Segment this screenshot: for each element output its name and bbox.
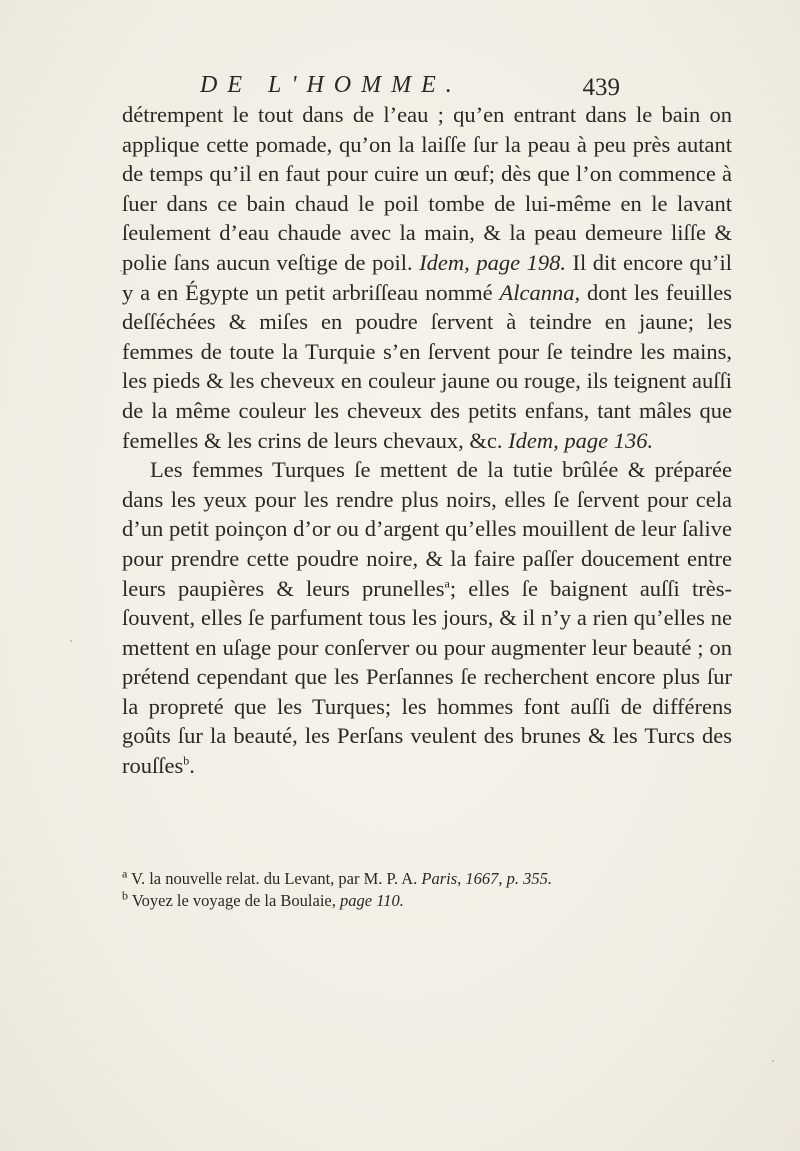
paragraph-2-text-b: ; elles ſe baignent auſſi très-ſouvent, elles ſe parfument tous les jours, & il n’y a rien qu’elles ne mettent en uſage pour conſerver ou pour augmenter leur beauté ; on prétend cependant que les Perſannes ſe recherchent encore plus ſur la propreté que les Turques; les hommes font auſſi de différens goûts ſur la beauté, les Perſans veulent des brunes & les Turcs des rouſſes (122, 575, 732, 779)
footnote-marker-a: a (444, 576, 450, 590)
footnote-a (122, 868, 762, 890)
footnote-b-mark: b (122, 888, 128, 903)
paragraph-1 (122, 100, 732, 455)
paragraph-2 (122, 455, 732, 781)
footnote-marker-b: b (183, 753, 190, 768)
reference-idem-136: Idem, page 136. (508, 427, 654, 453)
paper-speck (772, 1060, 774, 1062)
body-text (122, 100, 732, 781)
paper-speck (120, 270, 122, 272)
footnote-a-mark: a (122, 866, 128, 881)
footnote-b-text: Voyez le voyage de la Boulaie, (131, 891, 340, 910)
term-alcanna: Alcanna, (499, 279, 581, 305)
reference-idem-198: Idem, page 198. (419, 249, 566, 275)
paragraph-1-text-b: Il dit encore qu’il y a en Égypte un petit arbriſſeau nommé (122, 249, 732, 305)
paragraph-2-text-a: Les femmes Turques ſe mettent de la tutie brûlée & préparée dans les yeux pour les rendre plus noirs, elles ſe ſervent pour cela d’un petit poinçon d’or ou d’argent qu’elles mouillent de leur ſalive pour prendre cette poudre noire, & la faire paſſer doucement entre leurs paupières & leurs prunelles (122, 457, 732, 601)
paragraph-1-text-a: détrempent le tout dans de l’eau ; qu’en entrant dans le bain on applique cette pomade, qu’on la laiſſe ſur la peau à peu près autant de temps qu’il en faut pour cuire un œuf; dès que l’on commence à ſuer dans ce bain chaud le poil tombe de lui-même en le lavant ſeulement d’eau chaude avec la main, & la peau demeure liſſe & polie ſans aucun veſtige de poil. (122, 102, 732, 275)
footnotes (122, 868, 762, 912)
running-title: DE L'HOMME. (200, 72, 462, 98)
paragraph-2-end: . (189, 753, 195, 779)
footnote-a-text: V. la nouvelle relat. du Levant, par M. P. A. (131, 869, 422, 888)
footnote-a-citation: Paris, 1667, p. 355. (421, 869, 553, 888)
paper-speck (70, 640, 72, 642)
footnote-b (122, 890, 762, 912)
footnote-b-citation: page 110. (340, 891, 404, 910)
page-number: 439 (582, 74, 620, 101)
paragraph-1-text-c: dont les feuilles deſſéchées & miſes en poudre ſervent à teindre en jaune; les femmes de toute la Turquie s’en ſervent pour ſe teindre les mains, les pieds & les cheveux en couleur jaune ou rouge, ils teignent auſſi de la même couleur les cheveux des petits enfans, tant mâles que femelles & les crins de leurs chevaux, &c. (122, 279, 732, 453)
